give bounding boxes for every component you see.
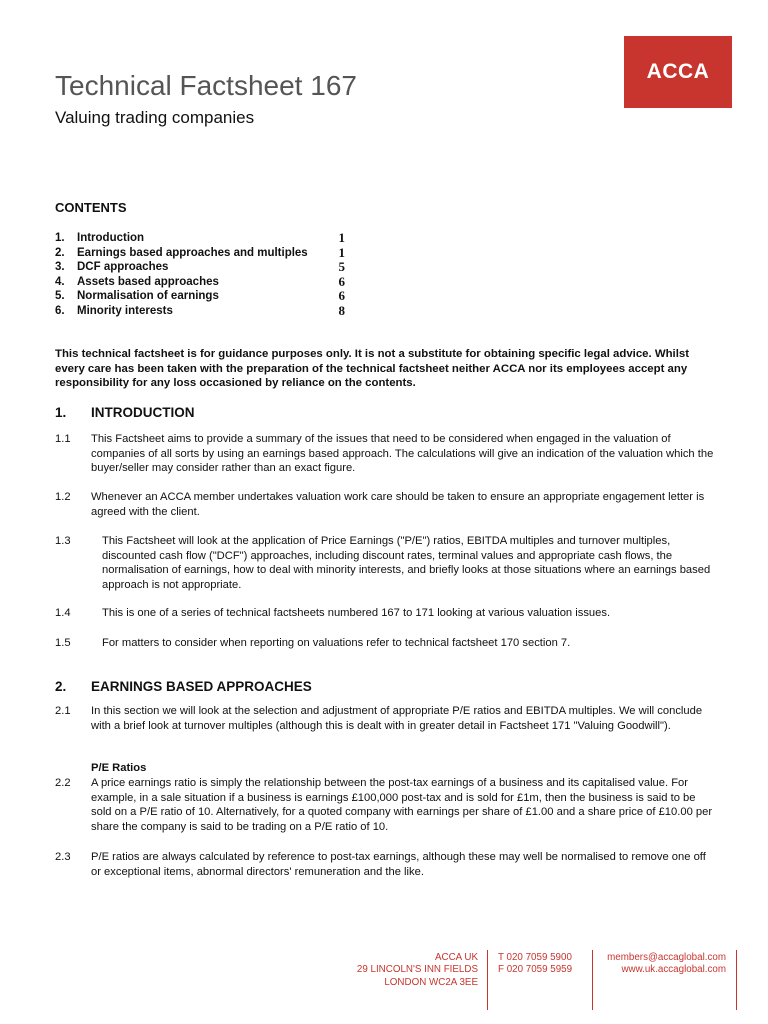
paragraph-1-2	[55, 490, 715, 519]
paragraph-1-4	[55, 606, 715, 621]
section-title: EARNINGS BASED APPROACHES	[91, 679, 312, 694]
toc-item-label: Introduction	[77, 232, 145, 244]
paragraph-text: In this section we will look at the selection and adjustment of appropriate P/E ratios and EBITDA multiples. We will conclude with a brief look at turnover multiples (although this is dealt with in greater detail in Factsheet 171 "Valuing Goodwill").	[91, 705, 703, 732]
page-subtitle: Valuing trading companies	[55, 108, 255, 127]
paragraph-text: This Factsheet aims to provide a summary of the issues that need to be considered when engaged in the valuation of companies of all sorts by using an earnings based approach. The calculations will give an indication of the valuation which the buyer/seller may consider rather than an exact figure.	[91, 433, 714, 475]
toc-item-label: Assets based approaches	[77, 275, 219, 288]
footer-address-line: LONDON WC2A 3EE	[384, 976, 478, 988]
section-heading-introduction	[55, 405, 195, 420]
acca-logo: ACCA	[624, 36, 732, 108]
paragraph-text: P/E ratios are always calculated by reference to post-tax earnings, although these may well be normalised to remove one off or exceptional items, abnormal directors' remuneration and the like.	[91, 851, 706, 878]
table-of-contents	[55, 231, 345, 319]
paragraph-number: 2.1	[55, 705, 71, 717]
paragraph-text: A price earnings ratio is simply the relationship between the post-tax earnings of a business and its capitalised value. For example, in a sale situation if a business is earnings £100,000 post-tax and is sold for £1m, then the business is said to be sold on a P/E ratio of 10. Alternatively, for a quoted company with earnings per share of £1.00 and a share price of £10.00 per share the company is said to be trading on a P/E ratio of 10.	[91, 777, 713, 833]
paragraph-number: 1.2	[55, 491, 71, 503]
section-heading-earnings	[55, 679, 312, 694]
footer-website-link[interactable]: www.uk.accaglobal.com	[621, 964, 726, 976]
toc-item[interactable]	[55, 231, 345, 246]
toc-item-number: 6.	[55, 304, 65, 317]
footer-phone-line: T 020 7059 5900	[498, 952, 572, 963]
paragraph-text: This Factsheet will look at the application of Price Earnings ("P/E") ratios, EBITDA multiples and turnover multiples, discounted cash flow ("DCF") approaches, including discount rates, terminal values and appropriate cash flows, the normalisation of earnings, how to deal with minority interests, and briefly looks at those situations where an earnings based approach is not appropriate.	[102, 535, 711, 591]
paragraph-2-1	[55, 704, 715, 733]
disclaimer: This technical factsheet is for guidance purposes only. It is not a substitute for obtaining specific legal advice. Whilst every care has been taken with the preparation of the technical factsheet neither ACCA nor its employees accept any responsibility for any loss occasioned by reliance on the contents.	[55, 348, 689, 390]
footer-divider	[592, 950, 593, 1010]
page-title: Technical Factsheet 167	[55, 70, 357, 101]
toc-item-page: 6	[338, 288, 345, 304]
footer-phone	[498, 952, 572, 977]
toc-item-label: DCF approaches	[77, 261, 169, 274]
subheading-pe-ratios: P/E Ratios	[91, 762, 147, 774]
footer-address-line: 29 LINCOLN'S INN FIELDS	[356, 964, 478, 976]
toc-item[interactable]	[55, 260, 345, 275]
paragraph-1-3	[55, 534, 715, 592]
toc-item-label: Minority interests	[77, 304, 173, 317]
section-number: 2.	[55, 679, 67, 694]
contents-heading: CONTENTS	[55, 200, 127, 215]
footer-contact	[300, 950, 740, 1012]
footer-fax-line: F 020 7059 5959	[498, 964, 573, 976]
toc-item-number: 5.	[55, 290, 65, 303]
paragraph-text: Whenever an ACCA member undertakes valuation work care should be taken to ensure an appropriate engagement letter is agreed with the client.	[91, 491, 705, 518]
toc-item-label: Normalisation of earnings	[77, 290, 219, 303]
toc-item[interactable]	[55, 289, 345, 304]
paragraph-number: 1.4	[55, 607, 71, 619]
section-number: 1.	[55, 405, 67, 420]
paragraph-number: 1.5	[55, 637, 71, 649]
toc-item-number: 2.	[55, 246, 65, 259]
paragraph-number: 2.3	[55, 851, 71, 863]
paragraph-number: 1.3	[55, 535, 71, 547]
footer-address	[357, 952, 478, 989]
paragraph-number: 1.1	[55, 433, 71, 445]
paragraph-1-5	[55, 636, 715, 651]
footer-web	[607, 952, 726, 977]
toc-item-number: 4.	[55, 275, 65, 288]
section-title: INTRODUCTION	[91, 405, 195, 420]
toc-item[interactable]	[55, 275, 345, 290]
footer-address-line: ACCA UK	[434, 952, 478, 963]
toc-item-number: 3.	[55, 261, 65, 274]
toc-item-page: 1	[338, 230, 345, 245]
footer-divider	[736, 950, 737, 1010]
toc-item-page: 5	[338, 259, 345, 275]
footer-divider	[487, 950, 488, 1010]
paragraph-1-1	[55, 432, 715, 476]
paragraph-2-2	[55, 776, 715, 834]
toc-item-number: 1.	[55, 232, 65, 244]
toc-item-page: 8	[338, 302, 345, 318]
toc-item-page: 1	[338, 244, 345, 260]
paragraph-number: 2.2	[55, 777, 71, 789]
paragraph-text: For matters to consider when reporting on valuations refer to technical factsheet 170 section 7.	[102, 637, 571, 649]
toc-item-label: Earnings based approaches and multiples	[77, 246, 308, 259]
toc-item[interactable]	[55, 304, 345, 319]
toc-item-page: 6	[338, 273, 345, 289]
footer-email-link[interactable]: members@accaglobal.com	[607, 952, 726, 963]
toc-item[interactable]	[55, 246, 345, 261]
paragraph-2-3	[55, 850, 715, 879]
paragraph-text: This is one of a series of technical factsheets numbered 167 to 171 looking at various valuation issues.	[102, 607, 611, 619]
